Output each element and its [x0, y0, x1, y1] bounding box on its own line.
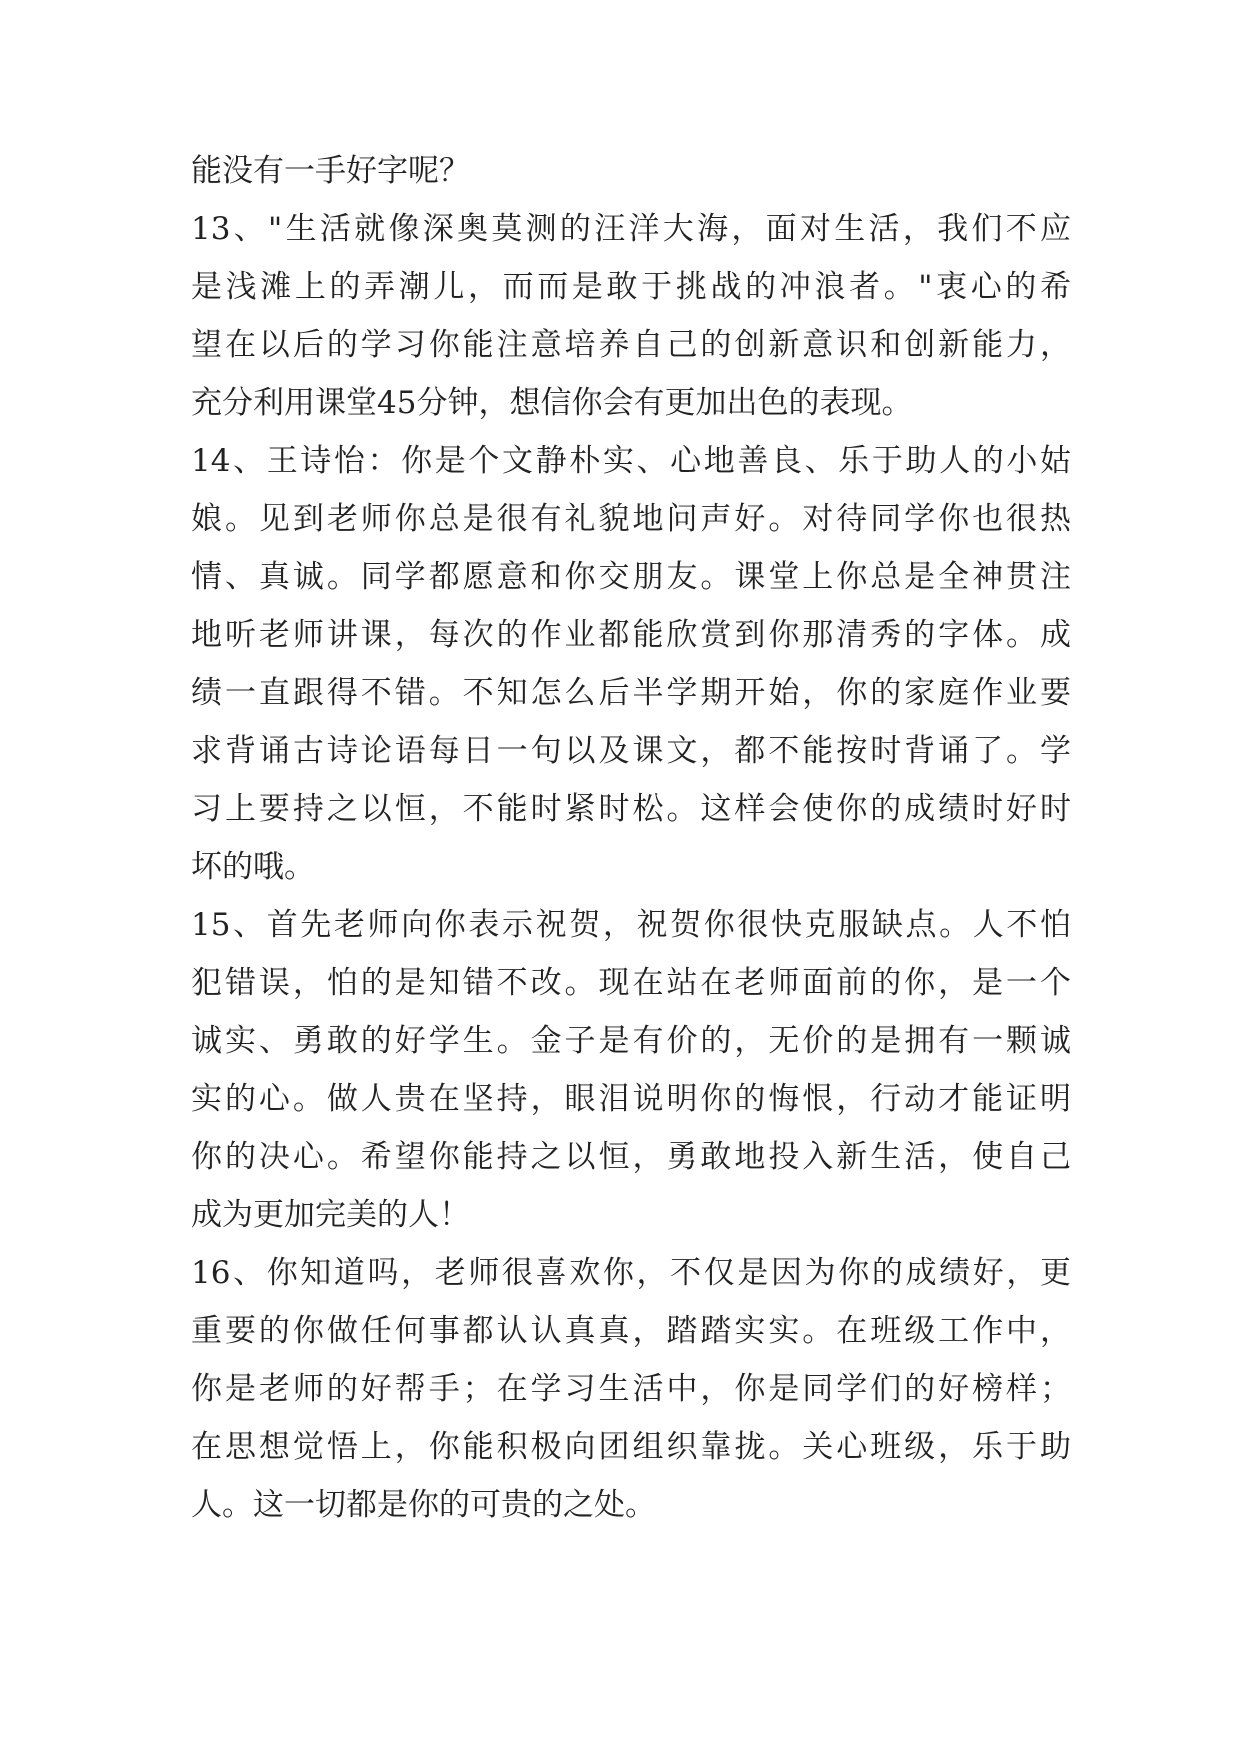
- text-line: 13、"生活就像深奥莫测的汪洋大海，面对生活，我们不应: [191, 211, 1071, 247]
- text-line: 娘。见到老师你总是很有礼貌地问声好。对待同学你也很热: [191, 501, 1071, 537]
- text-line: 望在以后的学习你能注意培养自己的创新意识和创新能力，: [191, 327, 1071, 363]
- text-line: 人。这一切都是你的可贵的之处。: [191, 1487, 656, 1523]
- text-line: 是浅滩上的弄潮儿，而而是敢于挑战的冲浪者。"衷心的希: [191, 269, 1071, 305]
- text-line: 成为更加完美的人！: [191, 1197, 470, 1233]
- text-line: 绩一直跟得不错。不知怎么后半学期开始，你的家庭作业要: [191, 675, 1071, 711]
- text-line: 求背诵古诗论语每日一句以及课文，都不能按时背诵了。学: [191, 733, 1071, 769]
- text-line: 能没有一手好字呢？: [191, 153, 470, 189]
- text-line: 在思想觉悟上，你能积极向团组织靠拢。关心班级，乐于助: [191, 1429, 1071, 1465]
- text-line: 实的心。做人贵在坚持，眼泪说明你的悔恨，行动才能证明: [191, 1081, 1071, 1117]
- text-line: 地听老师讲课，每次的作业都能欣赏到你那清秀的字体。成: [191, 617, 1071, 653]
- text-line: 16、你知道吗，老师很喜欢你，不仅是因为你的成绩好，更: [191, 1255, 1071, 1291]
- text-line: 犯错误，怕的是知错不改。现在站在老师面前的你，是一个: [191, 965, 1071, 1001]
- text-line: 情、真诚。同学都愿意和你交朋友。课堂上你总是全神贯注: [191, 559, 1071, 595]
- text-line: 诚实、勇敢的好学生。金子是有价的，无价的是拥有一颗诚: [191, 1023, 1071, 1059]
- text-line: 你是老师的好帮手；在学习生活中，你是同学们的好榜样；: [191, 1371, 1071, 1407]
- text-line: 重要的你做任何事都认认真真，踏踏实实。在班级工作中，: [191, 1313, 1071, 1349]
- text-line: 充分利用课堂45分钟，想信你会有更加出色的表现。: [191, 385, 913, 421]
- text-line: 你的决心。希望你能持之以恒，勇敢地投入新生活，使自己: [191, 1139, 1071, 1175]
- text-line: 习上要持之以恒，不能时紧时松。这样会使你的成绩时好时: [191, 791, 1071, 827]
- text-line: 坏的哦。: [191, 849, 315, 885]
- text-line: 15、首先老师向你表示祝贺，祝贺你很快克服缺点。人不怕: [191, 907, 1071, 943]
- text-line: 14、王诗怡：你是个文静朴实、心地善良、乐于助人的小姑: [191, 443, 1071, 479]
